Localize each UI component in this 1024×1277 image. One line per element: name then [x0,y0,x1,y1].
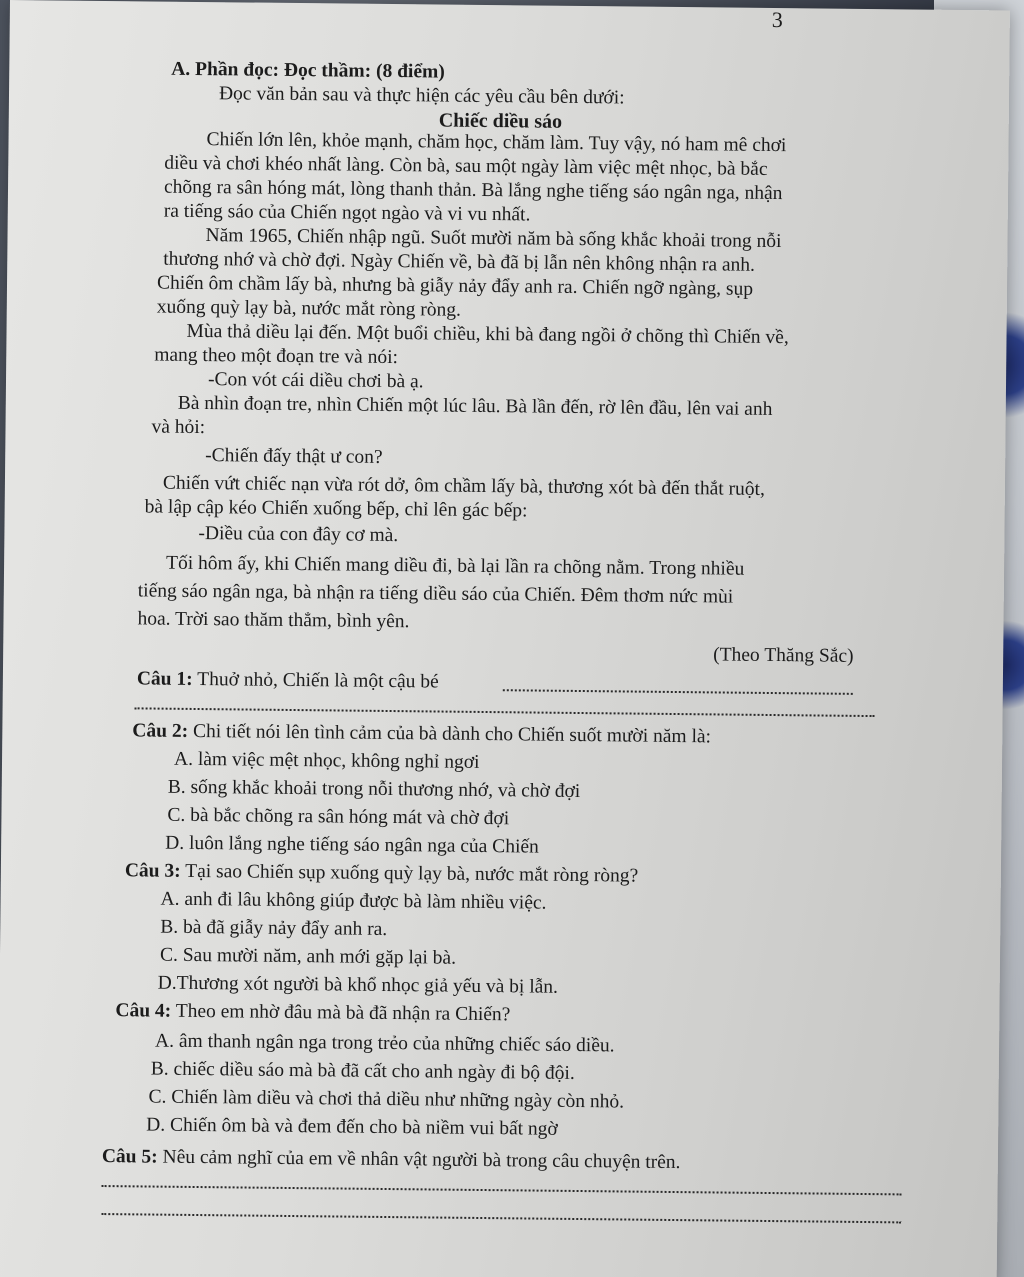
story-line: Chiến ôm chầm lấy bà, nhưng bà giẫy nảy đẩy anh ra. Chiến ngỡ ngàng, sụp [156,272,754,300]
story-line: tiếng sáo ngân nga, bà nhận ra tiếng diều sáo của Chiến. Đêm thơm nức mùi [137,580,734,608]
story-line: Chiến lớn lên, khỏe mạnh, chăm học, chăm làm. Tuy vậy, nó ham mê chơi [206,129,787,157]
answer-option[interactable]: C. Chiến làm diều và chơi thả diều như những ngày còn nhỏ. [148,1086,625,1113]
story-line: diều và chơi khéo nhất làng. Còn bà, sau một ngày làm việc mệt nhọc, bà bắc [164,152,768,180]
question-text: Thuở nhỏ, Chiến là một cậu bé [197,668,439,693]
answer-option[interactable]: B. chiếc diều sáo mà bà đã cất cho anh ngày đi bộ đội. [150,1058,575,1084]
answer-line[interactable] [503,689,853,695]
answer-option[interactable]: B. bà đã giẫy nảy đẩy anh ra. [160,916,388,941]
story-line: -Chiến đấy thật ư con? [205,445,383,468]
question-text: Chi tiết nói lên tình cảm của bà dành cho Chiến suốt mười năm là: [192,720,712,748]
answer-option[interactable]: A. âm thanh ngân nga trong trẻo của những chiếc sáo diều. [154,1030,615,1057]
story-line: Chiến vứt chiếc nạn vừa rót dở, ôm chầm lấy bà, thương xót bà đến thắt ruột, [162,472,766,500]
question-2 [132,719,711,749]
answer-line[interactable] [135,707,875,717]
story-line: xuống quỳ lạy bà, nước mắt ròng ròng. [156,296,462,321]
question-label: Câu 4: [115,1000,172,1022]
question-text: Tại sao Chiến sụp xuống quỳ lạy bà, nước mắt ròng ròng? [185,860,639,887]
question-label: Câu 3: [124,860,181,882]
answer-option[interactable]: C. Sau mười năm, anh mới gặp lại bà. [159,944,457,969]
answer-line[interactable] [101,1213,901,1223]
story-line: hoa. Trời sao thăm thẳm, bình yên. [137,608,410,633]
question-text: Theo em nhờ đâu mà bà đã nhận ra Chiến? [175,1000,511,1026]
answer-option[interactable]: A. làm việc mệt nhọc, không nghỉ ngơi [173,748,480,773]
question-5 [102,1145,681,1175]
story-line: Năm 1965, Chiến nhập ngũ. Suốt mười năm bà sống khắc khoải trong nỗi [205,225,782,253]
story-line: Mùa thả diều lại đến. Một buổi chiều, khi bà đang ngồi ở chõng thì Chiến về, [186,320,789,349]
answer-option[interactable]: C. bà bắc chõng ra sân hóng mát và chờ đợi [167,804,510,830]
question-label: Câu 1: [136,668,193,690]
question-4 [115,999,510,1027]
story-line: thương nhớ và chờ đợi. Ngày Chiến về, bà đã bị lẫn nên không nhận ra anh. [163,248,756,276]
story-line: Tối hôm ấy, khi Chiến mang diều đi, bà lại lần ra chõng nằm. Trong nhiều [166,552,745,580]
story-source: (Theo Thăng Sắc) [713,644,854,667]
answer-option[interactable]: D. Chiến ôm bà và đem đến cho bà niềm vui bất ngờ [146,1114,558,1140]
answer-line[interactable] [102,1185,902,1195]
answer-option[interactable]: D. luôn lắng nghe tiếng sáo ngân nga của Chiến [165,832,539,858]
answer-option[interactable]: A. anh đi lâu không giúp được bà làm nhiều việc. [160,888,547,914]
story-line: Bà nhìn đoạn tre, nhìn Chiến một lúc lâu. Bà lần đến, rờ lên đầu, lên vai anh [177,392,773,421]
question-text: Nêu cảm nghĩ của em về nhân vật người bà trong câu chuyện trên. [162,1146,681,1174]
instruction: Đọc văn bản sau và thực hiện các yêu cầu bên dưới: [218,83,625,109]
story-line: -Con vót cái diều chơi bà ạ. [207,369,424,393]
story-line: mang theo một đoạn tre và nói: [154,344,399,369]
answer-option[interactable]: B. sống khắc khoải trong nỗi thương nhớ, và chờ đợi [167,776,581,803]
question-label: Câu 2: [132,720,189,742]
question-3 [125,859,639,888]
story-line: ra tiếng sáo của Chiến ngọt ngào và vi vu nhất. [163,200,531,226]
section-heading: A. Phần đọc: Đọc thầm: (8 điểm) [171,58,445,83]
story-line: -Diều của con đây cơ mà. [198,523,399,547]
story-title: Chiếc diều sáo [438,109,563,133]
answer-option[interactable]: D.Thương xót người bà khổ nhọc giả yếu và bị lẫn. [157,972,559,998]
story-line: bà lập cập kéo Chiến xuống bếp, chỉ lên gác bếp: [144,496,528,522]
story-line: chõng ra sân hóng mát, lòng thanh thản. Bà lắng nghe tiếng sáo ngân nga, nhận [163,176,783,205]
question-label: Câu 5: [101,1146,158,1168]
page-number: 3 [771,6,783,33]
story-line: và hỏi: [151,416,206,439]
question-1 [137,667,439,694]
